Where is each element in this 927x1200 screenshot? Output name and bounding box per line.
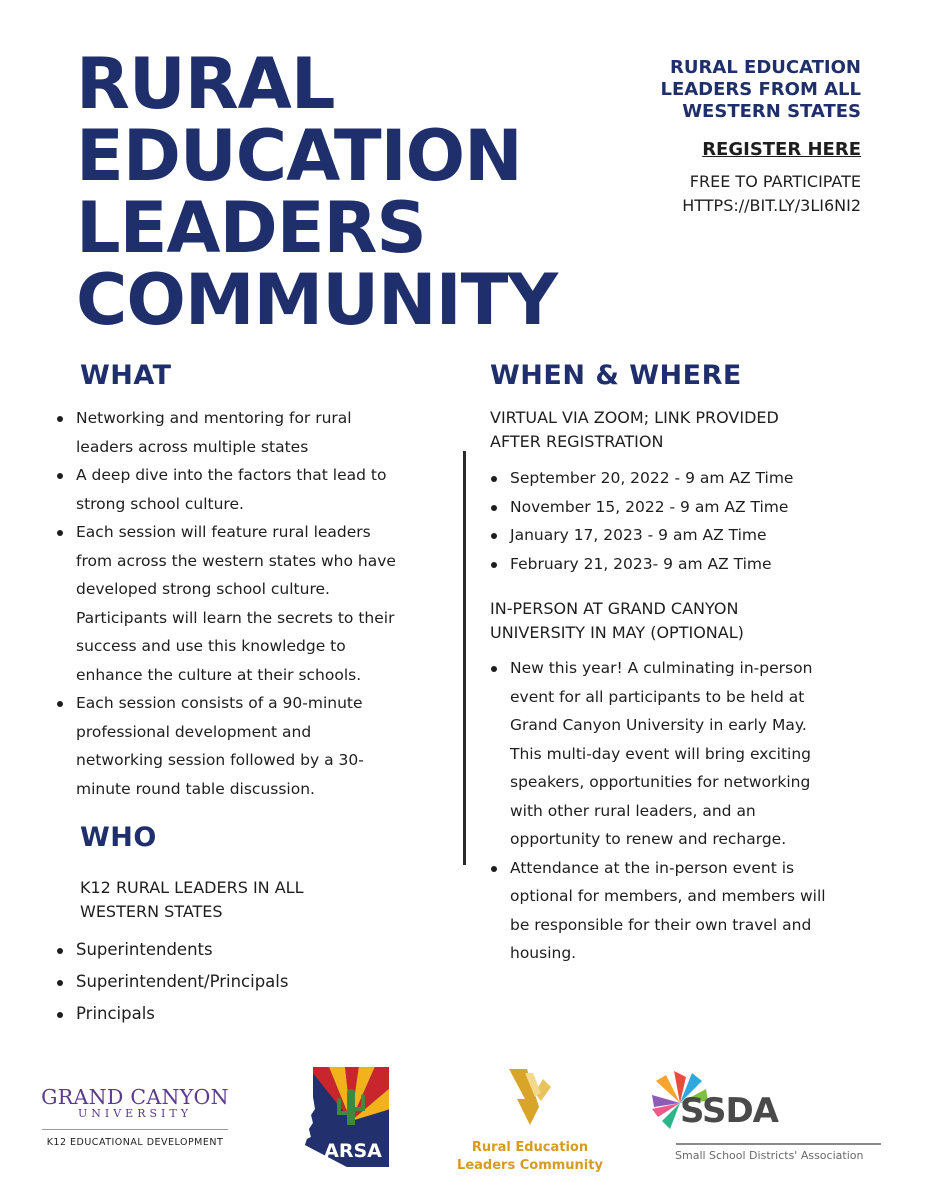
list-item: January 17, 2023 - 9 am AZ Time xyxy=(488,521,848,550)
inperson-subheading-line: IN-PERSON AT GRAND CANYON xyxy=(490,599,739,618)
registration-heading xyxy=(561,57,861,123)
list-item: New this year! A culminating in-person event for all participants to be held at Grand Canyon University in early May. This multi-day event will bring exciting speakers, opportunities for networking with other rural leaders, and an opportunity to renew and recharge. xyxy=(488,654,833,854)
who-subheading xyxy=(80,876,303,924)
list-item: Each session consists of a 90-minute professional development and networking session followed by a 30-minute round table discussion. xyxy=(54,689,399,803)
what-heading: WHAT xyxy=(80,360,172,391)
list-item: Each session will feature rural leaders from across the western states who have developed strong school culture. Participants will learn the secrets to their success and use this knowledge to enhance the culture at their schools. xyxy=(54,518,399,689)
gcu-university: UNIVERSITY xyxy=(78,1107,192,1120)
arsa-logo xyxy=(303,1063,393,1175)
registration-info xyxy=(561,170,861,218)
registration-heading-line: WESTERN STATES xyxy=(682,101,861,122)
virtual-subheading xyxy=(490,406,779,454)
list-item: Attendance at the in-person event is optional for members, and members will be responsible for their own travel and housing. xyxy=(488,854,833,968)
list-item: February 21, 2023- 9 am AZ Time xyxy=(488,550,848,579)
arsa-name: ARSA xyxy=(324,1140,382,1162)
arizona-cactus-icon xyxy=(303,1063,393,1171)
title-line: COMMUNITY xyxy=(76,259,558,341)
relc-name-line: Rural Education xyxy=(471,1140,589,1155)
gcu-logo xyxy=(40,1085,230,1148)
relc-name xyxy=(450,1139,610,1175)
virtual-subheading-line: AFTER REGISTRATION xyxy=(490,432,664,451)
list-item: Superintendent/Principals xyxy=(54,966,384,998)
inperson-subheading-line: UNIVERSITY IN MAY (OPTIONAL) xyxy=(490,623,744,642)
list-item: A deep dive into the factors that lead to strong school culture. xyxy=(54,461,399,518)
list-item: September 20, 2022 - 9 am AZ Time xyxy=(488,464,848,493)
session-dates-list xyxy=(488,464,848,578)
ssda-divider xyxy=(676,1143,881,1145)
free-note: FREE TO PARTICIPATE xyxy=(689,172,861,191)
inperson-list xyxy=(488,654,833,968)
who-list xyxy=(54,934,384,1030)
gcu-name: GRAND CANYON xyxy=(41,1085,229,1109)
gcu-subtitle: K12 EDUCATIONAL DEVELOPMENT xyxy=(46,1137,224,1148)
registration-box xyxy=(561,57,861,218)
gcu-divider xyxy=(42,1129,228,1130)
title-line: EDUCATION xyxy=(76,115,522,197)
virtual-subheading-line: VIRTUAL VIA ZOOM; LINK PROVIDED xyxy=(490,408,779,427)
registration-heading-line: RURAL EDUCATION xyxy=(670,57,861,78)
list-item: Principals xyxy=(54,998,384,1030)
who-subheading-line: K12 RURAL LEADERS IN ALL xyxy=(80,878,304,897)
what-list xyxy=(54,404,399,803)
page-title xyxy=(76,43,558,341)
when-where-heading: WHEN & WHERE xyxy=(490,360,742,391)
register-here-link[interactable]: REGISTER HERE xyxy=(702,139,861,160)
registration-heading-line: LEADERS FROM ALL xyxy=(660,79,861,100)
who-heading: WHO xyxy=(80,822,157,853)
who-subheading-line: WESTERN STATES xyxy=(80,902,223,921)
title-line: RURAL xyxy=(76,43,335,125)
gold-emblem-icon xyxy=(495,1063,565,1131)
relc-name-line: Leaders Community xyxy=(457,1158,603,1173)
column-divider xyxy=(463,451,466,865)
registration-url[interactable]: HTTPS://BIT.LY/3LI6NI2 xyxy=(682,196,861,215)
list-item: Superintendents xyxy=(54,934,384,966)
list-item: November 15, 2022 - 9 am AZ Time xyxy=(488,493,848,522)
list-item: Networking and mentoring for rural leaders across multiple states xyxy=(54,404,399,461)
relc-logo xyxy=(450,1063,610,1175)
inperson-subheading xyxy=(490,597,744,645)
ssda-subtitle: Small School Districts' Association xyxy=(675,1149,864,1162)
title-line: LEADERS xyxy=(76,187,426,269)
ssda-name: SSDA xyxy=(680,1091,778,1131)
